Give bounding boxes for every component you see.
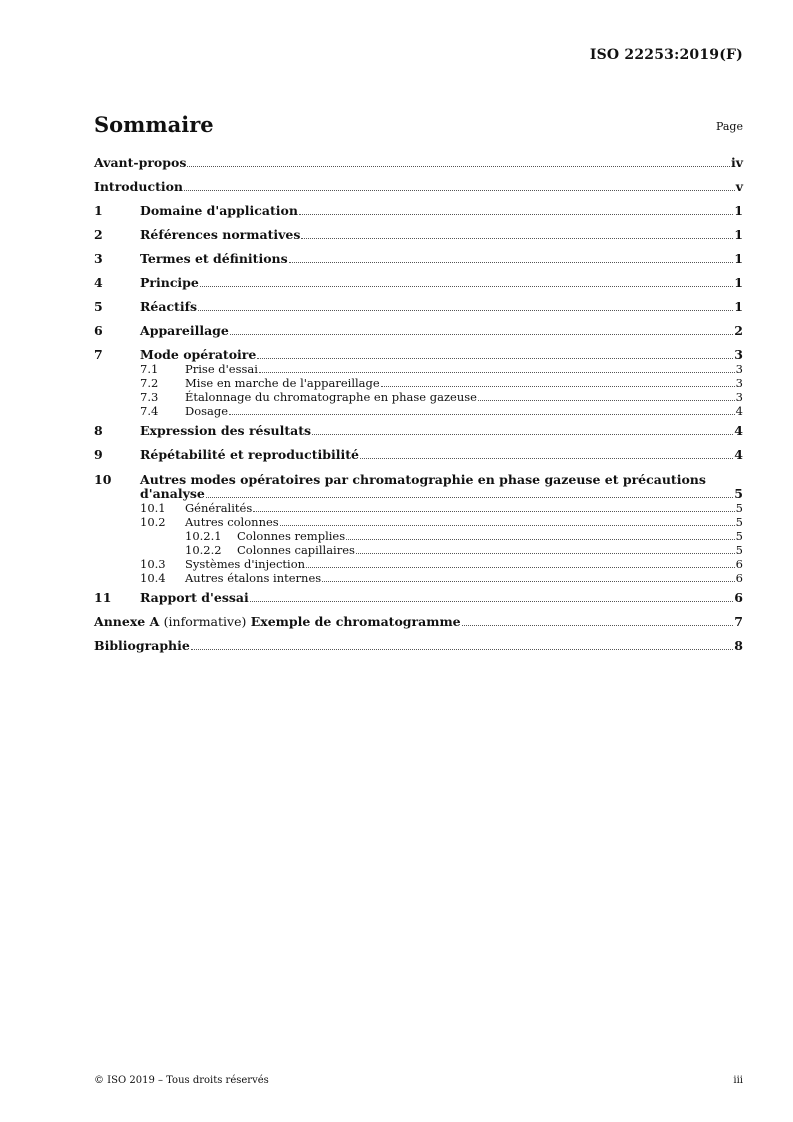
toc-entry-title: Autres étalons internes [185, 571, 322, 585]
toc-entry-10-3[interactable] [94, 557, 743, 571]
toc-entry-7[interactable] [94, 348, 743, 362]
toc-entry-title: Étalonnage du chromatographe en phase gazeuse [185, 390, 477, 404]
leader-dots [184, 189, 735, 191]
toc-entry-avant-propos[interactable] [94, 156, 743, 170]
toc-entry-title: Généralités [185, 501, 253, 515]
leader-dots [206, 496, 733, 498]
toc-entry-10-1[interactable] [94, 501, 743, 515]
toc-entry-title-line1: Autres modes opératoires par chromatographie en phase gazeuse et précautions [140, 472, 706, 487]
leader-dots [198, 309, 733, 311]
toc-entry-page: 5 [735, 543, 743, 557]
copyright-notice: © ISO 2019 – Tous droits réservés [94, 1075, 269, 1086]
toc-entry-10[interactable] [94, 472, 743, 501]
toc-entry-number: 2 [94, 227, 103, 242]
annex-label: Annexe A [94, 614, 160, 629]
leader-dots [259, 371, 735, 373]
toc-entry-page: 7 [734, 614, 743, 629]
toc-entry-title: Introduction [94, 179, 184, 194]
toc-entry-number: 7.1 [140, 362, 159, 376]
toc-entry-title: Prise d'essai [185, 362, 258, 376]
toc-entry-7-2[interactable] [94, 376, 743, 390]
leader-dots [230, 333, 733, 335]
toc-entry-page: 5 [734, 486, 743, 501]
toc-entry-page: 3 [734, 347, 743, 362]
annex-title: Exemple de chromatogramme [250, 614, 461, 629]
leader-dots [322, 580, 735, 582]
document-id: ISO 22253:2019(F) [589, 47, 743, 63]
toc-entry-title: Rapport d'essai [140, 590, 249, 605]
toc-entry-number: 5 [94, 299, 103, 314]
toc-entry-number: 10.2 [140, 515, 166, 529]
toc-entry-title: Principe [140, 275, 199, 290]
toc-entry-page: 3 [735, 390, 743, 404]
toc-entry-7-4[interactable] [94, 404, 743, 418]
toc-entry-title: Références normatives [140, 227, 301, 242]
toc-entry-title: Mode opératoire [140, 347, 257, 362]
toc-entry-title: Colonnes capillaires [237, 543, 355, 557]
toc-entry-title: Avant-propos [94, 155, 187, 170]
toc-entry-page: 8 [734, 638, 743, 653]
toc-entry-title: Appareillage [140, 323, 229, 338]
toc-entry-page: 5 [735, 515, 743, 529]
leader-dots [306, 566, 735, 568]
toc-entry-page: 1 [734, 275, 743, 290]
toc-entry-title: Domaine d'application [140, 203, 298, 218]
leader-dots [301, 237, 733, 239]
leader-dots [356, 552, 735, 554]
toc-entry-10-4[interactable] [94, 571, 743, 585]
leader-dots [191, 648, 733, 650]
toc-entry-10-2[interactable] [94, 515, 743, 529]
toc-entry-title: Expression des résultats [140, 423, 312, 438]
table-of-contents [94, 156, 743, 653]
toc-entry-annexe-a[interactable] [94, 615, 743, 629]
toc-entry-number: 8 [94, 423, 103, 438]
toc-entry-7-1[interactable] [94, 362, 743, 376]
toc-entry-page: 6 [735, 557, 743, 571]
toc-entry-title: Mise en marche de l'appareillage [185, 376, 380, 390]
toc-entry-title: Réactifs [140, 299, 197, 314]
toc-entry-title: Systèmes d'injection [185, 557, 306, 571]
toc-entry-4[interactable] [94, 276, 743, 290]
annex-type: (informative) [163, 614, 247, 629]
leader-dots [187, 165, 730, 167]
leader-dots [253, 510, 734, 512]
toc-entry-number: 7.3 [140, 390, 159, 404]
toc-entry-page: v [735, 179, 743, 194]
title-row [94, 112, 743, 142]
leader-dots [312, 433, 733, 435]
toc-entry-number: 10.2.1 [185, 529, 222, 543]
leader-dots [200, 285, 733, 287]
leader-dots [299, 213, 733, 215]
leader-dots [346, 538, 735, 540]
leader-dots [289, 261, 734, 263]
toc-entry-number: 10.4 [140, 571, 166, 585]
toc-entry-number: 4 [94, 275, 103, 290]
toc-entry-page: 1 [734, 203, 743, 218]
page-number: iii [733, 1075, 743, 1086]
toc-entry-1[interactable] [94, 204, 743, 218]
page-title: Sommaire [94, 112, 214, 137]
toc-entry-title: Répétabilité et reproductibilité [140, 447, 359, 462]
toc-entry-number: 3 [94, 251, 103, 266]
leader-dots [360, 457, 733, 459]
toc-entry-page: 1 [734, 299, 743, 314]
toc-entry-10-2-2[interactable] [94, 543, 743, 557]
toc-entry-9[interactable] [94, 448, 743, 462]
leader-dots [280, 524, 735, 526]
toc-entry-number: 6 [94, 323, 103, 338]
toc-entry-page: 6 [735, 571, 743, 585]
page-column-label: Page [715, 120, 743, 133]
toc-entry-number: 10.2.2 [185, 543, 222, 557]
toc-entry-page: 2 [734, 323, 743, 338]
toc-entry-title-line2: d'analyse [140, 486, 205, 501]
toc-entry-page: iv [730, 155, 743, 170]
toc-entry-7-3[interactable] [94, 390, 743, 404]
toc-entry-6[interactable] [94, 324, 743, 338]
toc-entry-bibliographie[interactable] [94, 639, 743, 653]
toc-entry-3[interactable] [94, 252, 743, 266]
leader-dots [257, 357, 733, 359]
toc-entry-title: Colonnes remplies [237, 529, 346, 543]
toc-entry-page: 4 [734, 423, 743, 438]
toc-entry-number: 10 [94, 472, 112, 487]
leader-dots [381, 385, 735, 387]
toc-entry-page: 1 [734, 251, 743, 266]
leader-dots [229, 413, 735, 415]
toc-entry-page: 6 [734, 590, 743, 605]
toc-entry-number: 9 [94, 447, 103, 462]
leader-dots [250, 600, 734, 602]
toc-entry-number: 7.4 [140, 404, 159, 418]
toc-entry-page: 5 [735, 501, 743, 515]
toc-entry-title: Dosage [185, 404, 229, 418]
toc-entry-11[interactable] [94, 591, 743, 605]
toc-entry-5[interactable] [94, 300, 743, 314]
toc-entry-number: 7 [94, 347, 103, 362]
toc-entry-number: 7.2 [140, 376, 159, 390]
toc-entry-page: 3 [735, 376, 743, 390]
leader-dots [462, 624, 734, 626]
toc-entry-title: Termes et définitions [140, 251, 288, 266]
toc-entry-title: Autres colonnes [185, 515, 279, 529]
toc-entry-page: 4 [735, 404, 743, 418]
toc-entry-title: Bibliographie [94, 638, 190, 653]
toc-entry-8[interactable] [94, 424, 743, 438]
toc-entry-number: 10.3 [140, 557, 166, 571]
toc-entry-page: 4 [734, 447, 743, 462]
toc-entry-number: 1 [94, 203, 103, 218]
toc-entry-page: 1 [734, 227, 743, 242]
toc-entry-page: 3 [735, 362, 743, 376]
toc-entry-10-2-1[interactable] [94, 529, 743, 543]
toc-entry-introduction[interactable] [94, 180, 743, 194]
toc-entry-number: 11 [94, 590, 112, 605]
leader-dots [478, 399, 735, 401]
toc-entry-title [94, 615, 461, 629]
toc-entry-page: 5 [735, 529, 743, 543]
toc-entry-number: 10.1 [140, 501, 166, 515]
toc-entry-2[interactable] [94, 228, 743, 242]
